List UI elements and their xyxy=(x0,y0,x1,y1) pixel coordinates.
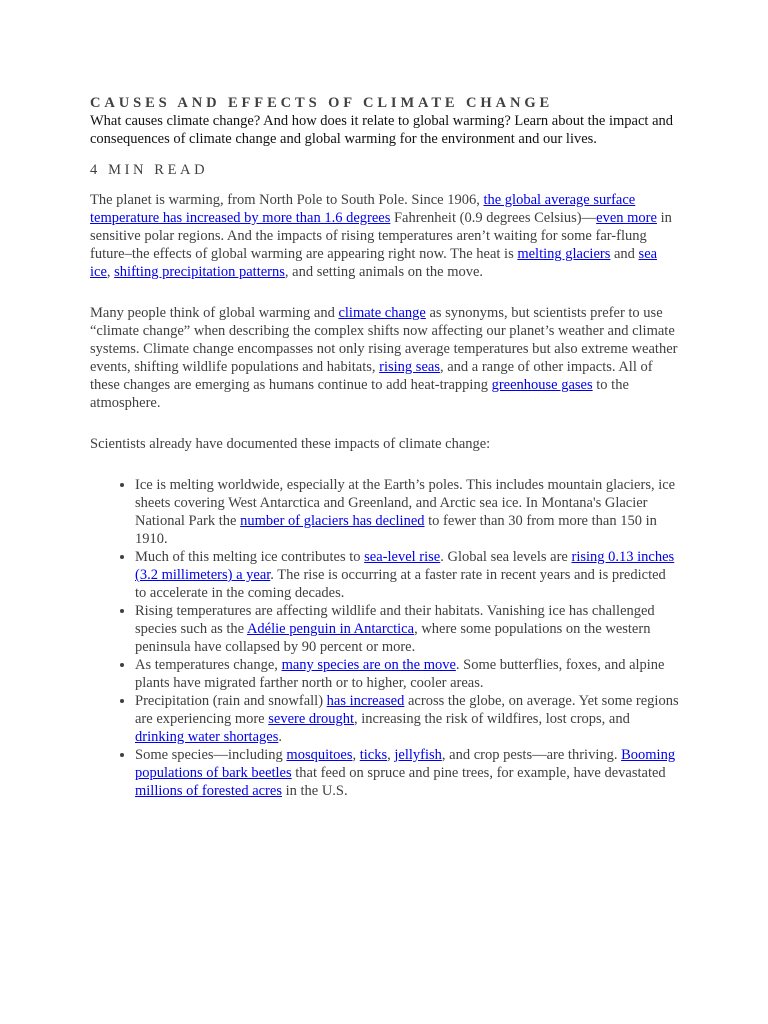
link-species-on-move[interactable]: many species are on the move xyxy=(281,657,456,673)
text-segment: across the globe, on average. Yet some regions are experiencing more xyxy=(135,693,679,727)
link-forested-acres[interactable]: millions of forested acres xyxy=(135,783,282,799)
text-segment: that feed on spruce and pine trees, for example, have devastated xyxy=(291,765,666,781)
link-has-increased[interactable]: has increased xyxy=(326,693,405,709)
text-segment: Many people think of global warming and xyxy=(90,305,339,321)
text-segment: , xyxy=(352,747,360,763)
link-greenhouse-gases[interactable]: greenhouse gases xyxy=(491,377,593,393)
impacts-list xyxy=(90,476,680,800)
paragraph-climate-change xyxy=(90,304,680,412)
text-segment: The planet is warming, from North Pole to South Pole. Since 1906, xyxy=(90,192,484,208)
text-segment: , and setting animals on the move. xyxy=(284,264,484,280)
list-item-precipitation xyxy=(135,692,680,746)
text-segment: , and a range of other impacts. All of these changes are emerging as humans continue to add heat-trapping xyxy=(90,359,653,393)
paragraph-impacts-intro xyxy=(90,435,680,453)
link-sea-level-rise[interactable]: sea-level rise xyxy=(364,549,441,565)
list-item-sea-level xyxy=(135,548,680,602)
text-segment: Ice is melting worldwide, especially at the Earth’s poles. This includes mountain glaciers, ice sheets covering West Antarctica and Greenland, and Arctic sea ice. In Montana's Glacier National Park the xyxy=(135,477,676,529)
text-segment: , where some populations on the western peninsula have collapsed by 90 percent or more. xyxy=(135,621,651,655)
link-severe-drought[interactable]: severe drought xyxy=(268,711,355,727)
link-water-shortages[interactable]: drinking water shortages xyxy=(135,729,279,745)
text-segment: , and crop pests—are thriving. xyxy=(441,747,622,763)
text-segment: . Global sea levels are xyxy=(440,549,572,565)
link-global-average-temperature[interactable]: the global average surface temperature has increased by more than 1.6 degrees xyxy=(90,192,636,226)
text-segment: . xyxy=(278,729,282,745)
list-item-wildlife xyxy=(135,602,680,656)
text-segment: Fahrenheit (0.9 degrees Celsius)— xyxy=(390,210,597,226)
link-melting-glaciers[interactable]: melting glaciers xyxy=(517,246,611,262)
list-item-ice-melting xyxy=(135,476,680,548)
text-segment: , xyxy=(387,747,395,763)
text-segment: in sensitive polar regions. And the impacts of rising temperatures aren’t waiting for some far-flung future–the effects of global warming are appearing right now. The heat is xyxy=(90,210,672,262)
text-segment: . The rise is occurring at a faster rate in recent years and is predicted to accelerate in the coming decades. xyxy=(135,567,666,601)
link-ticks[interactable]: ticks xyxy=(359,747,388,763)
text-segment: , xyxy=(106,264,115,280)
link-rising-seas[interactable]: rising seas xyxy=(379,359,440,375)
text-segment: Much of this melting ice contributes to xyxy=(135,549,365,565)
link-even-more[interactable]: even more xyxy=(596,210,657,226)
article-body xyxy=(90,95,680,800)
link-adelie-penguin[interactable]: Adélie penguin in Antarctica xyxy=(246,621,415,637)
article-title: CAUSES AND EFFECTS OF CLIMATE CHANGE xyxy=(90,95,554,111)
list-item-species-moving xyxy=(135,656,680,692)
link-rising-inches[interactable]: rising 0.13 inches (3.2 millimeters) a year xyxy=(135,549,675,583)
text-segment: and xyxy=(610,246,639,262)
text-segment: Precipitation (rain and snowfall) xyxy=(135,693,327,709)
link-bark-beetles[interactable]: Booming populations of bark beetles xyxy=(135,747,676,781)
list-item-pests xyxy=(135,746,680,800)
link-sea-ice[interactable]: sea ice xyxy=(90,246,658,280)
text-segment: Rising temperatures are affecting wildlife and their habitats. Vanishing ice has challenged species such as the xyxy=(135,603,655,637)
text-segment: Some species—including xyxy=(135,747,287,763)
link-shifting-precipitation[interactable]: shifting precipitation patterns xyxy=(114,264,285,280)
paragraph-warming xyxy=(90,191,680,281)
read-time: 4 MIN READ xyxy=(90,162,209,178)
link-glaciers-declined[interactable]: number of glaciers has declined xyxy=(240,513,425,529)
text-segment: As temperatures change, xyxy=(135,657,282,673)
text-segment: . Some butterflies, foxes, and alpine plants have migrated farther north or to higher, cooler areas. xyxy=(135,657,665,691)
link-mosquitoes[interactable]: mosquitoes xyxy=(286,747,353,763)
text-segment: to the atmosphere. xyxy=(90,377,629,411)
article-intro: What causes climate change? And how does it relate to global warming? Learn about the impact and consequences of climate change and global warming for the environment and our lives. xyxy=(90,113,674,147)
text-segment: as synonyms, but scientists prefer to use “climate change” when describing the complex shifts now affecting our planet’s weather and climate systems. Climate change encompasses not only rising average temperatures but also extreme weather events, shifting wildlife populations and habitats, xyxy=(90,305,678,375)
link-climate-change[interactable]: climate change xyxy=(338,305,426,321)
link-jellyfish[interactable]: jellyfish xyxy=(394,747,442,763)
text-segment: to fewer than 30 from more than 150 in 1910. xyxy=(135,513,657,547)
text-segment: Scientists already have documented these impacts of climate change: xyxy=(90,436,491,452)
text-segment: , increasing the risk of wildfires, lost crops, and xyxy=(354,711,630,727)
text-segment: in the U.S. xyxy=(281,783,348,799)
